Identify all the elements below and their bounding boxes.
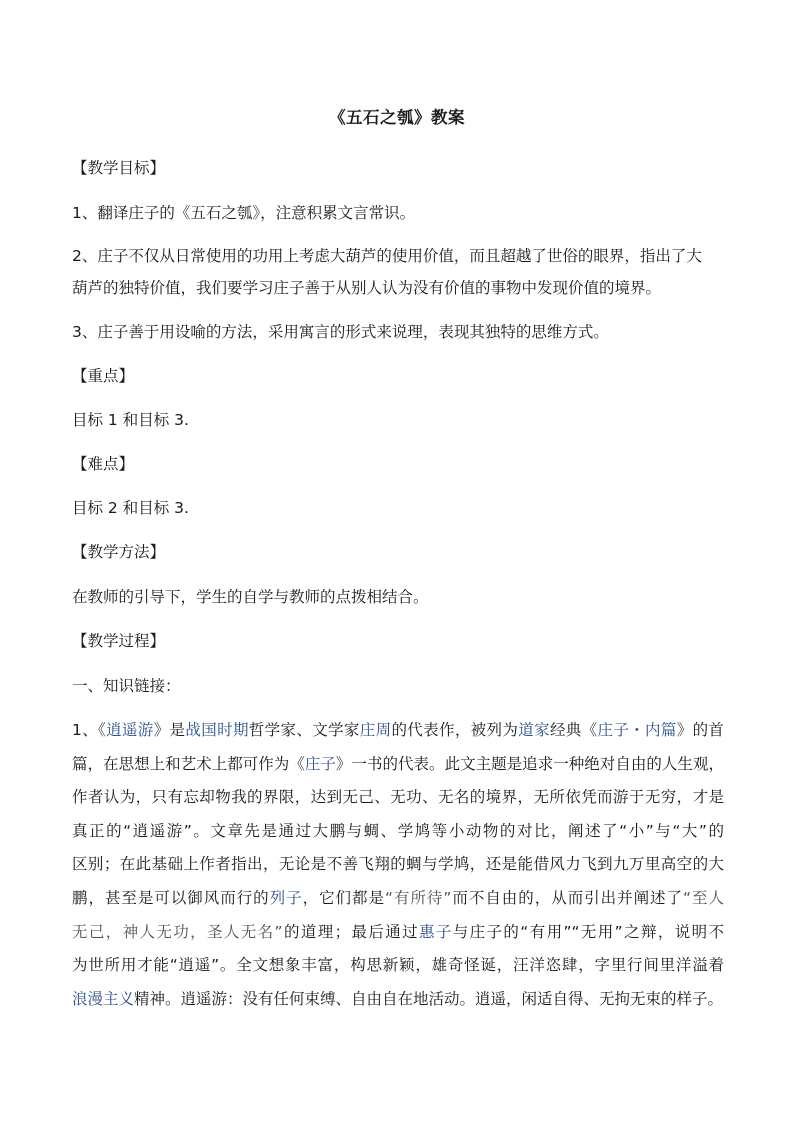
link-zhuang-zhou[interactable]: 庄周	[359, 721, 392, 739]
method-heading: 【教学方法】	[72, 543, 166, 561]
text-run: 经典《	[549, 721, 598, 739]
paragraph-line: 区别；在此基础上作者指出，无论是不善飞翔的蜩与学鸠，还是能借风力飞到九万里高空的大	[72, 855, 724, 874]
paragraph-line	[72, 983, 724, 1017]
goal-2-line-2: 葫芦的独特价值，我们要学习庄子善于从别人认为没有价值的事物中发现价值的境界。	[72, 279, 662, 297]
document-title: 《五石之瓠》教案	[329, 108, 465, 127]
link-taoism[interactable]: 道家	[518, 721, 550, 739]
link-huizi[interactable]: 惠子	[419, 922, 453, 941]
link-romanticism[interactable]: 浪漫主义	[72, 989, 135, 1008]
difficulties-text: 目标 2 和目标 3.	[72, 499, 189, 517]
paragraph-line	[72, 916, 724, 950]
link-liezi[interactable]: 列子	[269, 888, 303, 907]
paragraph-line	[72, 714, 724, 748]
text-run: 而不自由的，从而引出并阐述了	[451, 888, 683, 907]
goal-1: 1、翻译庄子的《五石之瓠》，注意积累文言常识。	[72, 204, 416, 222]
text-run: 、	[296, 721, 313, 739]
text-run: 鹏，甚至是可以御风而行的	[72, 888, 270, 907]
section-1-heading: 一、知识链接：	[72, 677, 181, 695]
text-run: 篇，在思想上和艺术上都可作为《	[72, 754, 305, 773]
knowledge-paragraph	[72, 714, 724, 1016]
text-run: 的代表作，被列为	[391, 721, 519, 739]
goal-2-line-1: 2、庄子不仅从日常使用的功用上考虑大葫芦的使用价值，而且超越了世俗的眼界，指出了大	[72, 247, 702, 265]
quote-run: “至人	[683, 888, 724, 907]
paragraph-line	[72, 748, 724, 782]
difficulties-heading: 【难点】	[72, 455, 135, 473]
text-run: 哲学家	[248, 721, 297, 739]
text-run: 与庄子的“有用”“无用”之辩，说明不	[452, 922, 724, 941]
text-run: 1、《	[72, 721, 107, 739]
link-zhuangzi-inner[interactable]: 庄子・内篇	[597, 721, 677, 739]
link-xiaoyaoyou[interactable]: 逍遥游	[106, 721, 154, 739]
paragraph-line: 真正的“逍遥游”。文章先是通过大鹏与蜩、学鸠等小动物的对比，阐述了“小”与“大”的	[72, 821, 724, 840]
process-heading: 【教学过程】	[72, 632, 166, 650]
text-run: ，它们都是	[302, 888, 385, 907]
method-text: 在教师的引导下，学生的自学与教师的点拨相结合。	[72, 588, 429, 606]
text-run: 的道理；最后通过	[282, 922, 420, 941]
text-run: 精神。逍遥游：没有任何束缚、自由自在地活动。逍遥，闲适自得、无拘无束的样子。	[134, 989, 724, 1008]
quote-run: “有所待”	[384, 888, 452, 907]
link-warring-states[interactable]: 战国时期	[185, 721, 249, 739]
text-run: 》的首	[676, 721, 724, 739]
paragraph-line: 为世所用才能“逍遥”。全文想象丰富，构思新颖，雄奇怪诞，汪洋恣肆，字里行间里洋溢着	[72, 956, 724, 975]
text-run: 文学家	[312, 721, 360, 739]
key-points-text: 目标 1 和目标 3.	[72, 411, 189, 429]
text-run: 》是	[153, 721, 186, 739]
key-points-heading: 【重点】	[72, 367, 135, 385]
goal-3: 3、庄子善于用设喻的方法，采用寓言的形式来说理，表现其独特的思维方式。	[72, 323, 609, 341]
quote-run: 无己，神人无功，圣人无名”	[72, 922, 283, 941]
text-run: 》一书的代表。此文主题是追求一种绝对自由的人生观，	[335, 754, 724, 773]
goals-heading: 【教学目标】	[72, 159, 166, 177]
paragraph-line	[72, 882, 724, 916]
link-zhuangzi[interactable]: 庄子	[304, 754, 336, 773]
paragraph-line: 作者认为，只有忘却物我的界限，达到无己、无功、无名的境界，无所依凭而游于无穷，才是	[72, 788, 724, 807]
